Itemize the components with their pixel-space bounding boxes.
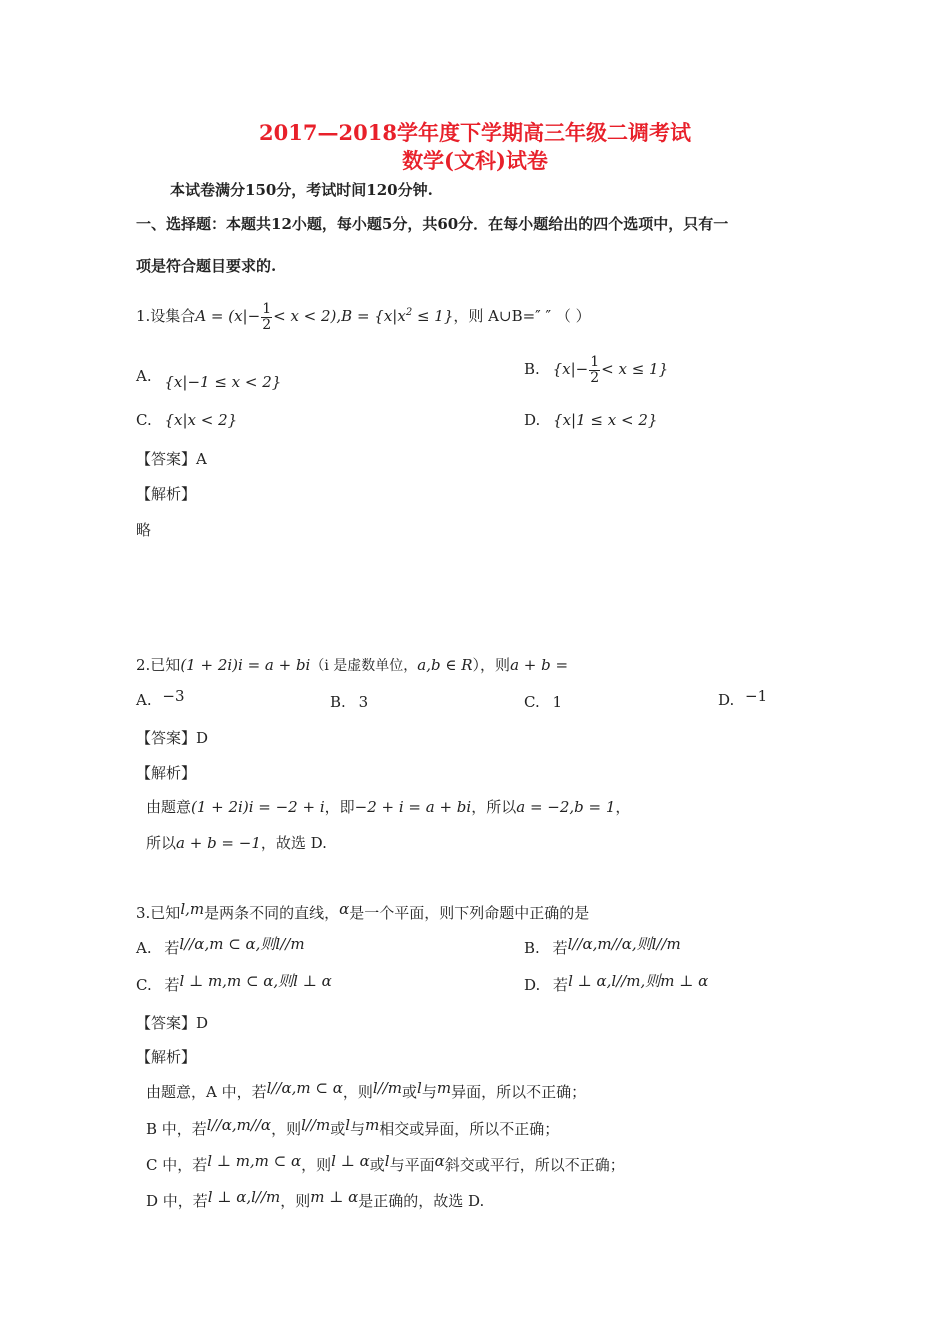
q2-answer: 【答案】D [136, 729, 209, 747]
q3-a3-m3: l [384, 1152, 390, 1170]
q3-option-a [136, 935, 305, 958]
q3-a2-m3: l [345, 1116, 351, 1134]
q2-option-c-text: 1 [552, 693, 563, 711]
q3-option-b-pre: 若 [552, 939, 568, 957]
q1-option-d-label: D. [524, 411, 541, 429]
q1-set-a: A = (x|− [195, 307, 261, 325]
q2-option-d [718, 687, 768, 710]
q3-a1-t2: 或 [402, 1083, 418, 1101]
q2-option-b-text: 3 [358, 693, 369, 711]
q3-a2-pre: B 中，若 [146, 1120, 207, 1138]
q2-l2-end: ，故选 D. [260, 834, 327, 852]
question-1-stem [136, 296, 591, 333]
q2-l2-m: a + b = −1 [176, 834, 261, 852]
q1-answer: 【答案】A [136, 450, 207, 468]
q2-l1-mid2: ，所以 [471, 798, 517, 816]
q2-option-a-label: A. [136, 691, 152, 709]
q2-ask: a + b = [510, 656, 569, 674]
q3-option-b-text: l//α,m//α,则l//m [567, 935, 681, 953]
q1-option-b-label: B. [524, 360, 540, 378]
q3-a4-m2: m ⊥ α [310, 1188, 359, 1206]
q3-a2-m4: m [365, 1116, 380, 1134]
q3-a3-t4: 斜交或平行，所以不正确； [444, 1156, 625, 1174]
q2-analysis-line1 [146, 797, 630, 817]
q3-prefix: 3.已知 [136, 904, 181, 922]
q1-option-b-frac-den: 2 [590, 369, 600, 386]
exam-title-line1: 2017—2018学年度下学期高三年级二调考试 [259, 120, 691, 145]
q2-l1-m3: a = −2,b = 1 [516, 798, 616, 816]
q3-a4-m1: l ⊥ α,l//m [207, 1188, 281, 1206]
q3-a2-t3: 与 [350, 1120, 366, 1138]
q2-option-a [136, 687, 185, 710]
q1-suffix: ，则 A∪B=″ ″ （ ） [453, 307, 591, 325]
q3-a3-t2: 或 [369, 1156, 385, 1174]
q3-analysis-label: 【解析】 [136, 1048, 197, 1066]
q2-analysis-line2 [146, 833, 327, 853]
exam-intro: 本试卷满分150分，考试时间120分钟. [170, 181, 433, 199]
q1-option-b-pre: {x|− [552, 360, 589, 378]
exam-title-line2: 数学(文科)试卷 [402, 148, 548, 173]
q3-a1-t4: 异面，所以不正确； [451, 1083, 587, 1101]
q2-option-d-label: D. [718, 691, 735, 709]
q2-prefix: 2.已知 [136, 656, 181, 674]
q3-answer: 【答案】D [136, 1014, 209, 1032]
q3-a3-pre: C 中，若 [146, 1156, 208, 1174]
q3-a3-t3: 与平面 [389, 1156, 435, 1174]
q3-a2-t1: ，则 [271, 1120, 302, 1138]
q3-a1-m2: l//m [372, 1079, 403, 1097]
section-heading-line1: 一、选择题：本题共12小题，每小题5分，共60分．在每小题给出的四个选项中，只有一 [136, 215, 729, 233]
q1-option-c [136, 410, 237, 430]
q2-note-pre: （i 是虚数单位， [310, 658, 418, 674]
q3-a2-m2: l//m [301, 1116, 331, 1134]
q3-a4-t2: 是正确的，故选 D. [358, 1192, 485, 1210]
q3-option-b-label: B. [524, 939, 540, 957]
q1-option-b-fraction [589, 355, 600, 386]
q3-a4-t1: ，则 [280, 1192, 311, 1210]
q1-frac-den: 2 [262, 316, 272, 333]
q1-option-b-frac-num: 1 [590, 353, 600, 370]
q1-option-a-text: {x|−1 ≤ x < 2} [164, 373, 282, 391]
q3-option-b [524, 935, 681, 958]
q3-a1-m4: m [436, 1079, 452, 1097]
q3-a3-t1: ，则 [301, 1156, 332, 1174]
q3-a1-t1: ，则 [342, 1083, 373, 1101]
q2-option-b-label: B. [330, 693, 346, 711]
q3-a2-t2: 或 [330, 1120, 346, 1138]
q3-a2-t4: 相交或异面，所以不正确； [379, 1120, 560, 1138]
q3-a4-pre: D 中，若 [146, 1192, 208, 1210]
q3-lm: l,m [180, 900, 205, 918]
q3-a1-m3: l [417, 1079, 422, 1097]
q2-expr: (1 + 2i)i = a + bi [180, 656, 311, 674]
q3-analysis-line4 [146, 1188, 485, 1211]
q1-frac-num: 1 [262, 300, 272, 317]
q3-option-d-text: l ⊥ α,l//m,则m ⊥ α [568, 972, 709, 990]
q1-option-a-label: A. [136, 367, 152, 385]
q3-a2-m1: l//α,m//α [206, 1116, 272, 1134]
q2-l1-mid: ，即 [324, 798, 355, 816]
q2-l1-end: ， [615, 798, 631, 816]
q2-l1-m1: (1 + 2i)i = −2 + i [191, 798, 325, 816]
q1-set-b-tail: ≤ 1} [412, 307, 454, 325]
q1-option-d [524, 410, 657, 430]
q3-option-d-label: D. [524, 976, 541, 994]
q2-option-d-text: −1 [745, 687, 768, 705]
question-2-stem [136, 655, 568, 676]
q1-option-c-text: {x|x < 2} [164, 411, 238, 429]
q1-set-a-tail: < x < 2),B = {x|x [273, 307, 406, 325]
q3-a3-m4: α [434, 1152, 445, 1170]
q1-sup: 2 [405, 307, 413, 318]
q3-a1-t3: 与 [421, 1083, 437, 1101]
q2-l1-m2: −2 + i = a + bi [354, 798, 472, 816]
q3-analysis-line2 [146, 1116, 560, 1139]
section-heading-line2: 项是符合题目要求的. [136, 257, 277, 275]
q1-option-b [524, 352, 668, 386]
q2-note-post: ），则 [472, 656, 511, 674]
q1-fraction [261, 302, 272, 333]
q1-analysis-label: 【解析】 [136, 485, 197, 503]
q3-option-d-pre: 若 [553, 976, 569, 994]
q1-option-a [136, 366, 282, 391]
q2-option-c [524, 692, 562, 712]
q3-option-c-text: l ⊥ m,m ⊂ α,则l ⊥ α [179, 972, 332, 990]
q3-a3-m1: l ⊥ m,m ⊂ α [207, 1152, 302, 1170]
q3-option-c [136, 972, 332, 995]
q1-option-c-label: C. [136, 411, 152, 429]
q2-option-b [330, 692, 368, 712]
q3-analysis-line3 [146, 1152, 625, 1175]
q2-note-math: a,b ∈ R [417, 656, 473, 674]
q3-option-c-label: C. [136, 976, 152, 994]
q3-a1-pre: 由题意，A 中，若 [146, 1083, 267, 1101]
q2-option-c-label: C. [524, 693, 540, 711]
q3-a3-m2: l ⊥ α [331, 1152, 370, 1170]
q3-suffix: 是一个平面，则下列命题中正确的是 [349, 904, 590, 922]
q2-l2-pre: 所以 [146, 834, 177, 852]
q3-option-d [524, 972, 709, 995]
q3-mid: 是两条不同的直线， [204, 904, 340, 922]
q2-l1-pre: 由题意 [146, 798, 192, 816]
q1-option-b-post: < x ≤ 1} [601, 360, 669, 378]
q1-prefix: 1.设集合 [136, 307, 196, 325]
q3-analysis-line1 [146, 1079, 587, 1102]
q3-option-a-pre: 若 [164, 939, 180, 957]
q3-option-a-text: l//α,m ⊂ α,则l//m [179, 935, 305, 953]
question-3-stem [136, 900, 590, 923]
q1-option-d-text: {x|1 ≤ x < 2} [553, 411, 658, 429]
q2-option-a-text: −3 [162, 687, 185, 705]
q2-analysis-label: 【解析】 [136, 764, 197, 782]
q3-option-a-label: A. [136, 939, 152, 957]
q3-a1-m1: l//α,m ⊂ α [266, 1079, 343, 1097]
q3-alpha: α [339, 900, 350, 918]
q3-option-c-pre: 若 [164, 976, 180, 994]
q1-analysis: 略 [136, 521, 152, 539]
